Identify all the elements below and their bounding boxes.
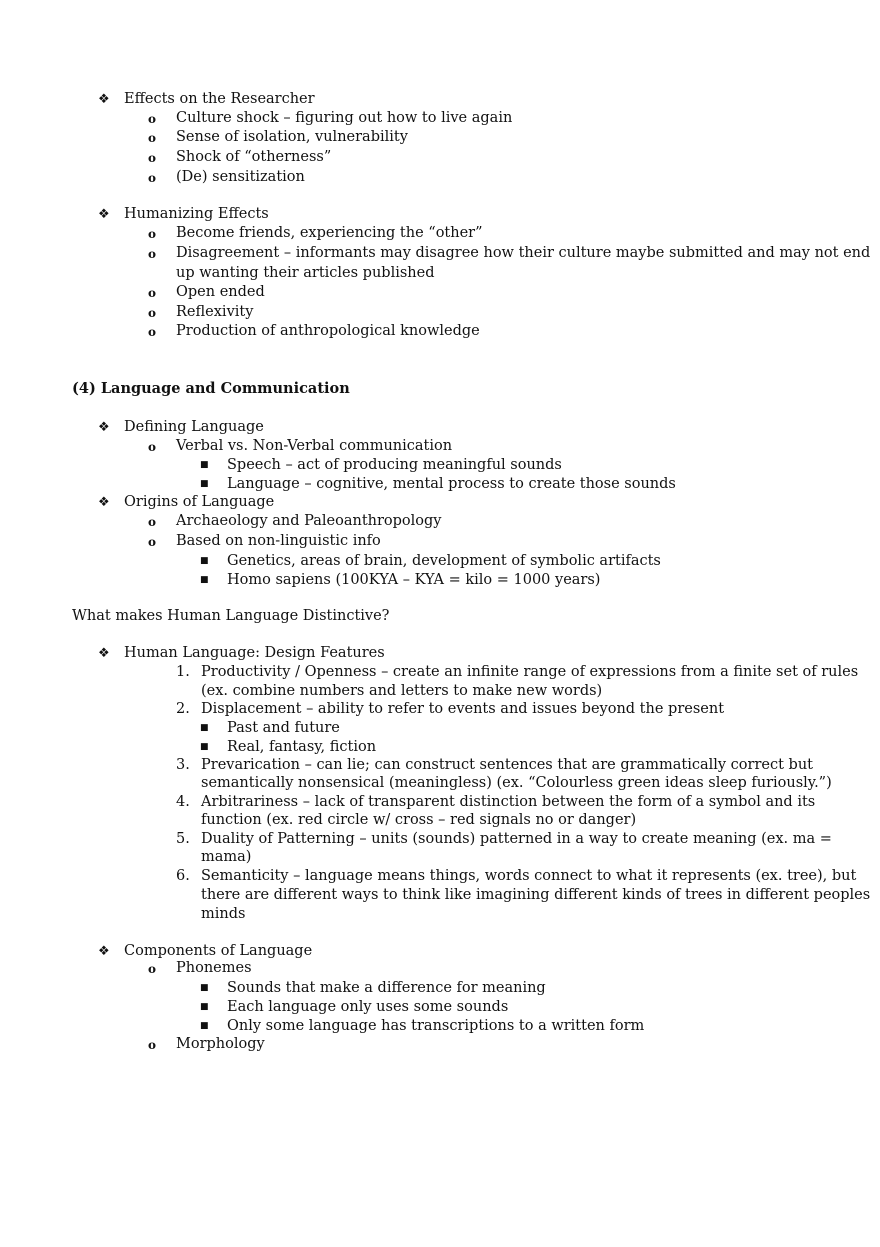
list-item-continuation: up wanting their articles published bbox=[176, 265, 435, 281]
circle-bullet: o bbox=[148, 112, 157, 126]
diamond-bullet: ❖ bbox=[98, 944, 110, 959]
subsection-question: What makes Human Language Distinctive? bbox=[72, 608, 390, 624]
feature-displacement: Displacement – ability to refer to events and issues beyond the present bbox=[201, 701, 725, 717]
square-bullet: ■ bbox=[200, 1021, 209, 1031]
list-item: Culture shock – figuring out how to live again bbox=[176, 110, 513, 126]
list-heading: Effects on the Researcher bbox=[124, 91, 315, 107]
feature-prevarication-cont: semantically nonsensical (meaningless) (ex. “Colourless green ideas sleep furiously.”) bbox=[201, 775, 832, 791]
circle-bullet: o bbox=[148, 171, 157, 185]
feature-semanticity-cont: there are different ways to think like imagining different kinds of trees in different peoples bbox=[201, 887, 871, 903]
diamond-bullet: ❖ bbox=[98, 646, 110, 661]
list-item: Each language only uses some sounds bbox=[227, 999, 509, 1015]
feature-arbitrariness-cont: function (ex. red circle w/ cross – red signals no or danger) bbox=[201, 812, 637, 828]
list-number: 1. bbox=[176, 664, 190, 680]
feature-duality-cont: mama) bbox=[201, 849, 252, 865]
list-item: Language – cognitive, mental process to create those sounds bbox=[227, 476, 676, 492]
circle-bullet: o bbox=[148, 325, 157, 339]
list-number: 5. bbox=[176, 831, 190, 847]
square-bullet: ■ bbox=[200, 723, 209, 733]
list-heading: Components of Language bbox=[124, 943, 313, 959]
circle-bullet: o bbox=[148, 286, 157, 300]
circle-bullet: o bbox=[148, 440, 157, 454]
list-item: Phonemes bbox=[176, 960, 252, 976]
circle-bullet: o bbox=[148, 151, 157, 165]
list-item: Based on non-linguistic info bbox=[176, 533, 381, 549]
list-item: (De) sensitization bbox=[176, 169, 305, 185]
feature-semanticity-cont: minds bbox=[201, 906, 246, 922]
feature-productivity: Productivity / Openness – create an infinite range of expressions from a finite set of rules bbox=[201, 664, 859, 680]
feature-duality: Duality of Patterning – units (sounds) patterned in a way to create meaning (ex. ma = bbox=[201, 831, 832, 847]
list-item: Speech – act of producing meaningful sounds bbox=[227, 457, 562, 473]
square-bullet: ■ bbox=[200, 742, 209, 752]
list-item: Homo sapiens (100KYA – KYA = kilo = 1000 years) bbox=[227, 572, 601, 588]
list-item: Verbal vs. Non-Verbal communication bbox=[176, 438, 453, 454]
feature-productivity-cont: (ex. combine numbers and letters to make new words) bbox=[201, 683, 603, 699]
circle-bullet: o bbox=[148, 227, 157, 241]
list-heading: Origins of Language bbox=[124, 494, 275, 510]
feature-semanticity: Semanticity – language means things, words connect to what it represents (ex. tree), but bbox=[201, 868, 857, 884]
circle-bullet: o bbox=[148, 535, 157, 549]
circle-bullet: o bbox=[148, 131, 157, 145]
square-bullet: ■ bbox=[200, 1002, 209, 1012]
square-bullet: ■ bbox=[200, 479, 209, 489]
list-number: 6. bbox=[176, 868, 190, 884]
list-number: 3. bbox=[176, 757, 190, 773]
list-item: Become friends, experiencing the “other” bbox=[176, 225, 483, 241]
square-bullet: ■ bbox=[200, 556, 209, 566]
list-number: 2. bbox=[176, 701, 190, 717]
feature-prevarication: Prevarication – can lie; can construct sentences that are grammatically correct but bbox=[201, 757, 813, 773]
list-item: Real, fantasy, fiction bbox=[227, 739, 377, 755]
list-item: Shock of “otherness” bbox=[176, 149, 332, 165]
list-number: 4. bbox=[176, 794, 190, 810]
circle-bullet: o bbox=[148, 247, 157, 261]
list-heading: Human Language: Design Features bbox=[124, 645, 385, 661]
list-item: Only some language has transcriptions to a written form bbox=[227, 1018, 645, 1034]
circle-bullet: o bbox=[148, 515, 157, 529]
list-item: Production of anthropological knowledge bbox=[176, 323, 480, 339]
diamond-bullet: ❖ bbox=[98, 207, 110, 222]
circle-bullet: o bbox=[148, 962, 157, 976]
list-item: Past and future bbox=[227, 720, 340, 736]
list-item: Morphology bbox=[176, 1036, 265, 1052]
list-item: Reflexivity bbox=[176, 304, 254, 320]
list-item: Disagreement – informants may disagree how their culture maybe submitted and may not end bbox=[176, 245, 871, 261]
list-item: Archaeology and Paleoanthropology bbox=[176, 513, 442, 529]
diamond-bullet: ❖ bbox=[98, 92, 110, 107]
list-heading: Defining Language bbox=[124, 419, 264, 435]
circle-bullet: o bbox=[148, 306, 157, 320]
diamond-bullet: ❖ bbox=[98, 495, 110, 510]
square-bullet: ■ bbox=[200, 460, 209, 470]
list-heading: Humanizing Effects bbox=[124, 206, 269, 222]
section-title: (4) Language and Communication bbox=[72, 380, 350, 397]
diamond-bullet: ❖ bbox=[98, 420, 110, 435]
feature-arbitrariness: Arbitrariness – lack of transparent distinction between the form of a symbol and its bbox=[201, 794, 816, 810]
list-item: Sense of isolation, vulnerability bbox=[176, 129, 408, 145]
circle-bullet: o bbox=[148, 1038, 157, 1052]
square-bullet: ■ bbox=[200, 575, 209, 585]
square-bullet: ■ bbox=[200, 983, 209, 993]
list-item: Open ended bbox=[176, 284, 265, 300]
list-item: Genetics, areas of brain, development of symbolic artifacts bbox=[227, 553, 661, 569]
list-item: Sounds that make a difference for meaning bbox=[227, 980, 546, 996]
